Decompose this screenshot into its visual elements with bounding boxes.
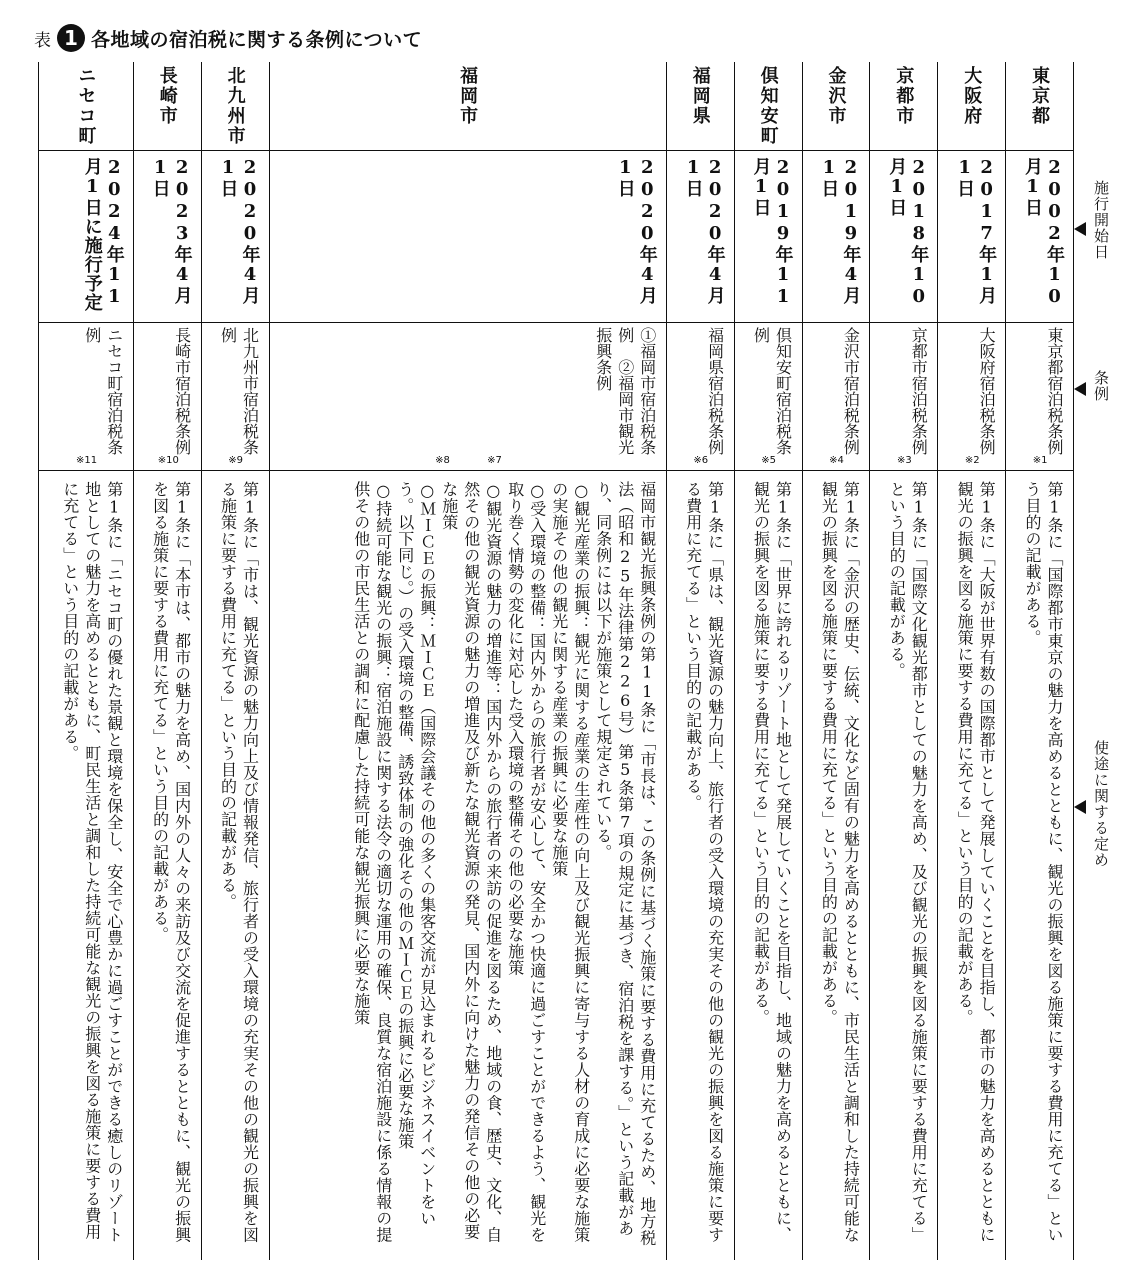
footnote-marker: ※6 — [693, 455, 709, 466]
purpose-paragraph: 第1条に「国際都市東京の魅力を高めるとともに、観光の振興を図る施策に要する費用に充てる」という目的の記載がある。 — [1023, 481, 1064, 1243]
region-name-cell: 金沢市 — [825, 66, 847, 126]
ordinance-name-cell: 京都市宿泊税条例 ※3 — [870, 322, 937, 470]
purpose-cell — [39, 470, 133, 1260]
purpose-paragraph: 第1条に「金沢の歴史、伝統、文化など固有の魅力を高めるとともに、市民生活と調和した持続可能な観光の振興を図る施策に要する費用に充てる」という目的の記載がある。 — [819, 481, 861, 1243]
footnote-marker: ※3 — [897, 455, 912, 466]
purpose-cell — [803, 470, 870, 1260]
region-name-cell: 福岡市 — [457, 66, 479, 126]
purpose-paragraph: ○観光産業の振興：観光に関する産業の生産性の向上及び観光振興に寄与する人材の育成に必要な施策の実施その他の観光に関する産業の振興に必要な施策 — [549, 481, 591, 1243]
purpose-paragraph: 第1条に「大阪が世界有数の国際都市として発展していくことを目指し、都市の魅力を高めるとともに観光の振興を図る施策に要する費用に充てる」という目的の記載がある。 — [955, 481, 997, 1243]
table-row — [39, 62, 133, 1260]
effective-date-cell: 2018年10月1日 — [870, 150, 937, 322]
table-row — [269, 62, 666, 1260]
ordinance-name-cell: 大阪府宿泊税条例 ※2 — [938, 322, 1005, 470]
effective-date-cell: 2020年4月1日 — [667, 150, 734, 322]
purpose-cell — [202, 470, 269, 1260]
table-prefix: 表 — [34, 30, 51, 51]
side-label-date: 施行開始日 — [1074, 150, 1144, 300]
region-name-cell: 東京都 — [1029, 66, 1051, 126]
purpose-paragraph: 第1条に「県は、観光資源の魅力向上、旅行者の受入環境の充実その他の観光の振興を図る施策に要する費用に充てる」という目的の記載がある。 — [683, 481, 725, 1243]
purpose-paragraph: 福岡市観光振興条例の第11条に「市長は、この条例に基づく施策に要する費用に充てるため、地方税法（昭和25年法律第226号）第5条第7項の規定に基づき、宿泊税を課する。」という記載があり、同条例には以下が施策として規定されている。 — [593, 481, 657, 1246]
purpose-paragraph: ○観光資源の魅力の増進等：国内外からの旅行者の来訪の促進を図るため、地域の食、歴史、文化、自然その他の観光資源の魅力の増進及び新たな観光資源の発見、国内外に向けた魅力の発信その他の必要な施策 — [439, 481, 503, 1243]
region-name-cell: 大阪府 — [961, 66, 983, 126]
purpose-paragraph: ○ＭＩＣＥの振興：ＭＩＣＥ（国際会議その他の多くの集客交流が見込まれるビジネスイベントをいう。以下同じ。）の受入環境の整備、誘致体制の強化その他のＭＩＣＥの振興に必要な施策 — [395, 481, 437, 1227]
arrow-left-icon — [1074, 222, 1086, 236]
footnote-marker: ※11 — [75, 455, 98, 466]
purpose-paragraph: 第1条に「本市は、都市の魅力を高め、国内外の人々の来訪及び交流を促進するとともに、観光の振興を図る施策に要する費用に充てる」という目的の記載がある。 — [150, 481, 192, 1243]
footnote-marker: ※8 — [435, 455, 450, 466]
purpose-cell — [870, 470, 937, 1260]
effective-date-cell: 2019年4月1日 — [803, 150, 870, 322]
effective-date-cell: 2017年1月1日 — [938, 150, 1005, 322]
arrow-left-icon — [1074, 800, 1086, 814]
effective-date-cell: 2024年11月1日に施行予定 — [39, 150, 133, 322]
table-row — [802, 62, 870, 1260]
footnote-marker: ※7 — [487, 455, 502, 466]
purpose-paragraph: 第1条に「市は、観光資源の魅力向上及び情報発信、旅行者の受入環境の充実その他の観光の振興を図る施策に要する費用に充てる」という目的の記載がある。 — [218, 481, 260, 1243]
region-name-cell: 福岡県 — [689, 66, 711, 126]
page-title: 各地域の宿泊税に関する条例について — [91, 28, 423, 51]
footnote-marker: ※10 — [157, 455, 179, 466]
effective-date-cell: 2023年4月1日 — [134, 150, 201, 322]
ordinance-name-cell: 金沢市宿泊税条例 ※4 — [803, 322, 870, 470]
table-row — [201, 62, 269, 1260]
ordinance-name-cell: 福岡県宿泊税条例 ※6 — [667, 322, 734, 470]
purpose-paragraph: ○受入環境の整備：国内外からの旅行者が安心して、安全かつ快適に過ごすことができるよう、観光を取り巻く情勢の変化に対応した受入環境の整備その他の必要な施策 — [505, 481, 547, 1243]
footnote-marker: ※9 — [228, 455, 244, 466]
footnote-marker: ※5 — [761, 455, 776, 466]
table-row — [133, 62, 201, 1260]
table-row — [869, 62, 937, 1260]
footnote-marker: ※4 — [829, 455, 844, 466]
purpose-cell — [938, 470, 1005, 1260]
ordinance-name-cell: 長崎市宿泊税条例 ※10 — [134, 322, 201, 470]
purpose-cell — [667, 470, 734, 1260]
region-name-cell: 長崎市 — [156, 66, 178, 126]
ordinance-name-cell: ①福岡市宿泊税条例 ②福岡市観光振興条例 ※7 ※8 — [270, 322, 666, 470]
region-name-cell: 京都市 — [893, 66, 915, 126]
ordinance-name-cell: 倶知安町宿泊税条例 ※5 — [735, 322, 802, 470]
effective-date-cell: 2020年4月1日 — [202, 150, 269, 322]
region-name-cell: 北九州市 — [224, 66, 246, 146]
region-name-cell: 倶知安町 — [757, 66, 779, 146]
footnote-marker: ※2 — [964, 455, 980, 466]
region-name-cell: ニセコ町 — [75, 66, 97, 146]
effective-date-cell: 2019年11月1日 — [735, 150, 802, 322]
purpose-cell — [270, 470, 666, 1260]
purpose-paragraph: 第1条に「ニセコ町の優れた景観と環境を保全し、安全で心豊かに過ごすことができる癒しのリゾート地としての魅力を高めるとともに、町民生活と調和した持続可能な観光の振興を図る施策に要する費用に充てる」という目的の記載がある。 — [60, 481, 124, 1243]
ordinance-name-cell: ニセコ町宿泊税条例 ※11 — [39, 322, 133, 470]
purpose-cell — [735, 470, 802, 1260]
purpose-cell — [1006, 470, 1073, 1260]
arrow-left-icon — [1074, 382, 1086, 396]
footnote-marker: ※1 — [1032, 455, 1048, 466]
purpose-cell — [134, 470, 201, 1260]
ordinance-name-cell: 北九州市宿泊税条例 ※9 — [202, 322, 269, 470]
effective-date-cell: 2002年10月1日 — [1006, 150, 1073, 322]
table-row — [1005, 62, 1073, 1260]
side-label-ordinance: 条例 — [1074, 340, 1144, 460]
ordinance-name-cell: 東京都宿泊税条例 ※1 — [1006, 322, 1073, 470]
table-row — [937, 62, 1005, 1260]
table-number-badge: 1 — [57, 24, 85, 52]
table-row — [666, 62, 734, 1260]
table-row — [734, 62, 802, 1260]
table-title — [34, 20, 422, 56]
effective-date-cell: 2020年4月1日 — [270, 150, 666, 322]
side-label-purpose: 使途に関する定め — [1074, 720, 1144, 920]
purpose-paragraph: 第1条に「国際文化観光都市としての魅力を高め、及び観光の振興を図る施策に要する費用に充てる」という目的の記載がある。 — [887, 481, 929, 1243]
ordinance-table — [38, 62, 1074, 1260]
purpose-paragraph: ○持続可能な観光の振興：宿泊施設に関する法令の適切な運用の確保、良質な宿泊施設に係る情報の提供その他の市民生活との調和に配慮した持続可能な観光振興に必要な施策 — [351, 481, 393, 1243]
purpose-paragraph: 第1条に「世界に誇れるリゾート地として発展していくことを目指し、地域の魅力を高めるとともに、観光の振興を図る施策に要する費用に充てる」という目的の記載がある。 — [751, 481, 793, 1243]
